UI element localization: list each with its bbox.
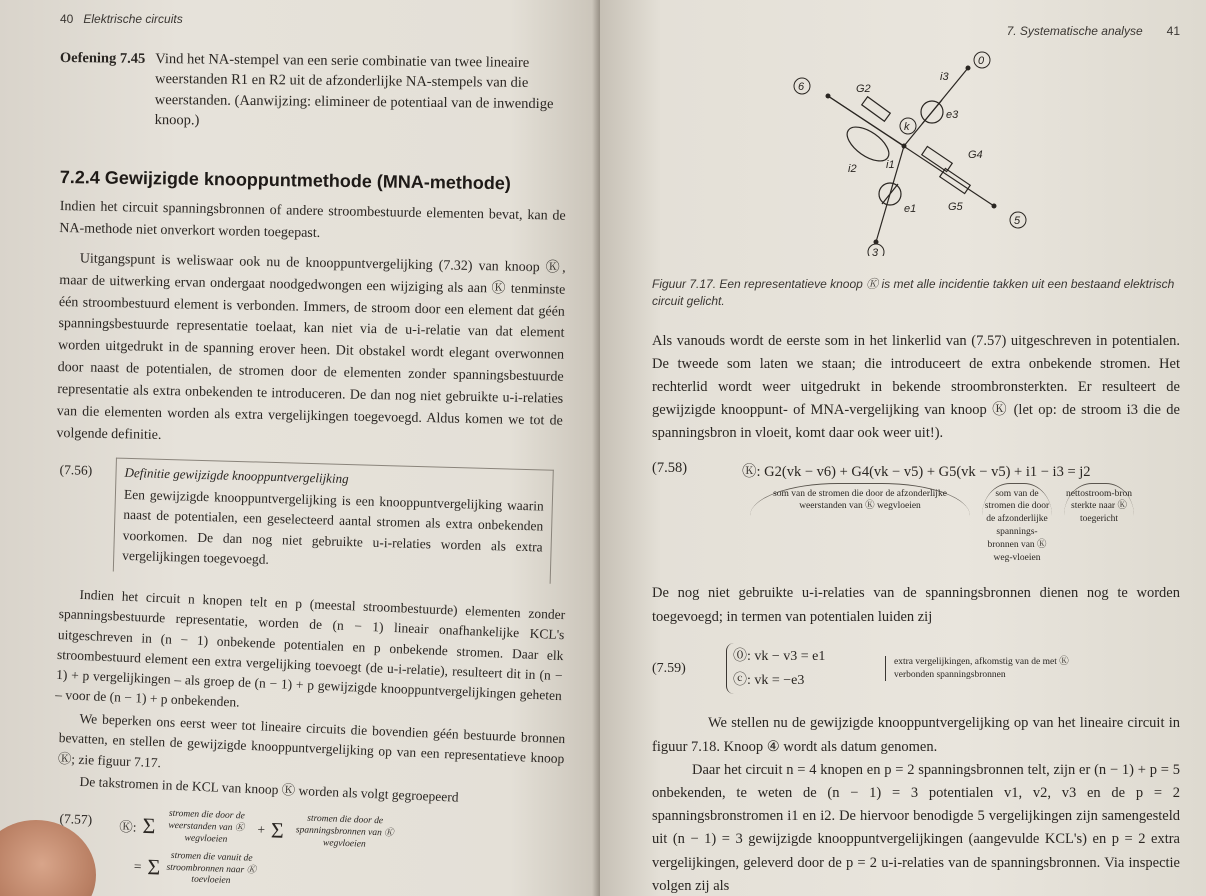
paragraph: De nog niet gebruikte u-i-relaties van de spanningsbronnen dienen nog te worden toegevoegd; in termen van potentialen luiden zij bbox=[652, 585, 1180, 625]
equation-line bbox=[119, 807, 401, 852]
conductance-g2 bbox=[862, 97, 891, 122]
plus-sign: + bbox=[257, 821, 266, 837]
brace-note: nettostroom-bron sterkte naar Ⓚ toegericht bbox=[1064, 483, 1134, 565]
left-page bbox=[0, 0, 600, 896]
sigma-symbol: Σ bbox=[147, 854, 161, 880]
conductance-g5 bbox=[940, 168, 970, 193]
equation-7-57 bbox=[57, 805, 565, 896]
node-label: 0 bbox=[978, 55, 985, 67]
node-dot bbox=[826, 94, 831, 99]
node-dot bbox=[966, 66, 971, 71]
paragraph: We beperken ons eerst weer tot lineaire circuits die bovendien géén bestuurde bronnen bevatten, en stellen de gewijzigde knooppuntvergelijking op van een representatieve knoop Ⓚ; zie figuur 7.17. bbox=[57, 710, 566, 770]
paragraph: Indien het circuit n knopen telt en p (meestal stroombestuurde) elementen zonder spanningsbestuurde representatie, worden de (n − 1) lineair onafhankelijke KCL's uitgeschreven in (n − 1) onbekende potentialen en p onbekende stromen. Daar elk stroombestuurd element een extra vergelijking toevoegt (de u-i-relatie), resulteert dit in (n − 1) + p vergelijkingen – als groep de (n − 1) + p gewijzigde knooppuntvergelijkingen geheten – voor de (n − 1) + p onbekenden. bbox=[55, 587, 566, 711]
node-label: 6 bbox=[798, 81, 805, 93]
equation-number: (7.58) bbox=[652, 459, 688, 476]
equation-system bbox=[726, 643, 879, 695]
paragraph: We stellen nu de gewijzigde knooppuntvergelijking op van het lineaire circuit in figuur 7.18. Knoop ④ wordt als datum genomen. bbox=[652, 715, 1180, 755]
element-label: G5 bbox=[948, 201, 963, 213]
element-label: G4 bbox=[968, 149, 983, 161]
equation-number: (7.57) bbox=[59, 810, 93, 827]
figure-caption: Figuur 7.17. Een representatieve knoop Ⓚ is met alle incidentie takken uit een bestaand elektrisch circuit gelicht. bbox=[652, 277, 1175, 308]
equation-line bbox=[133, 849, 399, 894]
brace-note: som van de stromen die door de afzonderlijke spannings-bronnen van Ⓚ weg-vloeien bbox=[982, 483, 1052, 565]
sum-note: stromen die door de spanningsbronnen van Ⓚ wegvloeien bbox=[295, 813, 394, 850]
equation-line: ⓒ: vk = −e3 bbox=[733, 672, 805, 688]
wire bbox=[828, 96, 904, 146]
paragraph: De takstromen in de KCL van knoop Ⓚ worden als volgt gegroepeerd bbox=[79, 773, 459, 805]
equation-line: ⓪: vk − v3 = e1 bbox=[733, 648, 826, 664]
equation-7-58 bbox=[652, 460, 1180, 481]
definition-block bbox=[57, 456, 566, 584]
element-label: e1 bbox=[904, 203, 917, 215]
running-head-right bbox=[652, 24, 1180, 38]
page-number: 41 bbox=[1166, 24, 1180, 38]
exercise-label: Oefening 7.45 bbox=[59, 49, 146, 67]
element-label: i3 bbox=[940, 71, 949, 83]
element-label: i1 bbox=[886, 159, 895, 171]
element-label: G2 bbox=[856, 83, 871, 95]
node-label: 5 bbox=[1014, 215, 1021, 227]
equation-formula: Ⓚ: G2(vk − v6) + G4(vk − v5) + G5(vk − v5) + i1 − i3 = j2 bbox=[742, 463, 1091, 480]
running-head-left bbox=[60, 12, 566, 26]
right-page bbox=[600, 0, 1206, 896]
equation-brace-notes bbox=[750, 483, 1180, 565]
equation-number: (7.59) bbox=[652, 660, 686, 676]
equation-7-59 bbox=[652, 643, 1180, 695]
sigma-symbol: Σ bbox=[142, 812, 156, 838]
node-dot bbox=[902, 144, 907, 149]
definition-text: Een gewijzigde knooppuntvergelijking is een knooppuntvergelijking waarin naast de potentialen, een geselecteerd aantal stromen als extra onbekenden voorkomen. De dan nog niet gebruikte u-i-relaties worden als extra vergelijkingen toegevoegd. bbox=[122, 487, 545, 567]
sum-note: stromen die vanuit de stroombronnen naar Ⓚ toevloeien bbox=[166, 850, 257, 887]
sigma-symbol: Σ bbox=[270, 816, 285, 843]
equation-body bbox=[117, 807, 400, 894]
exercise-text: Vind het NA-stempel van een serie combinatie van twee lineaire weerstanden R1 en R2 uit de afzonderlijke NA-stempels van die weerstanden. (Aanwijzing: elimineer de potentiaal van de inwendige knoop.) bbox=[154, 50, 554, 129]
paragraph: Uitgangspunt is weliswaar ook nu de knooppuntvergelijking (7.32) van knoop Ⓚ, maar de uitwerking ervan ondergaat noodgedwongen een wijziging als aan Ⓚ tenminste één stroombestuurd element is verbonden. Immers, de stroom door een element dat géén spanningsbestuurde representatie toelaat, kan niet via de u-i-relatie van dat element worden uitgedrukt in de spanning erover heen. Dit obstakel wordt elegant overwonnen door naast de potentialen, de stromen door de elementen zonder spanningsbestuurde representatie als extra onbekenden te introduceren. De dan nog niet gebruikte u-i-relaties van die elementen worden als extra vergelijkingen toegevoegd. Aldus komen we tot de volgende definitie. bbox=[56, 251, 566, 443]
equals-sign: = bbox=[133, 858, 142, 875]
running-title: Elektrische circuits bbox=[83, 12, 183, 26]
running-title: 7. Systematische analyse bbox=[1006, 24, 1143, 38]
paragraph: Indien het circuit spanningsbronnen of andere stroombestuurde elementen bevat, kan de NA-methode niet onverkort worden toegepast. bbox=[59, 199, 566, 242]
node-label: 3 bbox=[872, 247, 879, 256]
element-label: i2 bbox=[848, 163, 857, 175]
equation-note: extra vergelijkingen, afkomstig van de met Ⓚ verbonden spanningsbronnen bbox=[885, 656, 1074, 682]
element-label: e3 bbox=[946, 109, 959, 121]
definition-title: Definitie gewijzigde knooppuntvergelijking bbox=[124, 465, 349, 487]
node-label: k bbox=[904, 121, 910, 133]
wire bbox=[882, 184, 898, 204]
circuit-diagram bbox=[772, 46, 1072, 256]
paragraph: Daar het circuit n = 4 knopen en p = 2 spanningsbronnen telt, zijn er (n − 1) + p = 5 onbekenden, te weten de (n − 1) = 3 potentialen v1, v2, v3 en de p = 2 spanningsbronstromen i1 en i2. De hiervoor benodigde 5 vergelijkingen zijn samengesteld uit (n − 1) = 3 gewijzigde knooppuntvergelijkingen (aangevulde KCL's) en p = 2 extra vergelijkingen, geleverd door de p = 2 u-i-relaties van de spanningsbronnen. Via inspectie volgen zij als bbox=[652, 761, 1180, 894]
brace-note: som van de stromen die door de afzonderlijke weerstanden van Ⓚ wegvloeien bbox=[750, 483, 970, 565]
exercise-block bbox=[59, 48, 566, 134]
equation-lhs: Ⓚ: bbox=[119, 818, 137, 835]
definition-box bbox=[113, 458, 554, 584]
sum-note: stromen die door de weerstanden van Ⓚ wegvloeien bbox=[168, 808, 245, 845]
section-title: 7.2.4 Gewijzigde knooppuntmethode (MNA-methode) bbox=[59, 167, 511, 194]
node-dot bbox=[992, 204, 997, 209]
page-number: 40 bbox=[60, 12, 74, 26]
paragraph: Als vanouds wordt de eerste som in het linkerlid van (7.57) uitgeschreven in potentialen. De tweede som laten we staan; die introduceert de extra onbekende stromen. Het rechterlid wordt weer uitgedrukt in bekende stroombronsterkten. Er resulteert de gewijzigde knooppunt- of MNA-vergelijking van knoop Ⓚ (let op: de stroom i3 die de spanningsbron in vloeit, komt daar ook weer uit!). bbox=[652, 332, 1180, 442]
equation-number: (7.56) bbox=[59, 462, 93, 479]
figure-7-17 bbox=[652, 46, 1180, 256]
